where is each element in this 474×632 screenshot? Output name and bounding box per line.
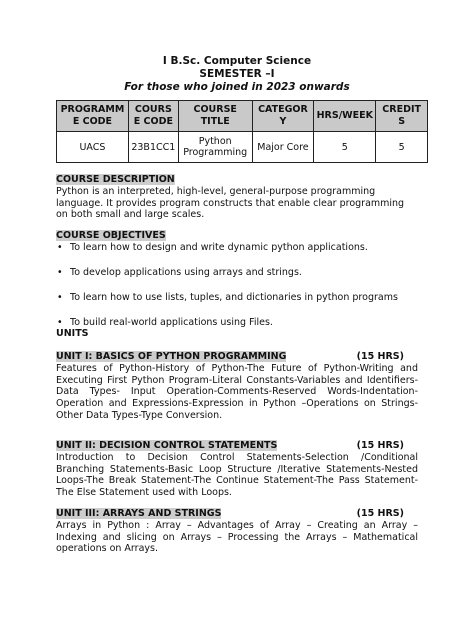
unit-content: Introduction to Decision Control Statements-Selection /Conditional Branching Statements-Basic Loop Structure /Iterative Statements-Nested Loops-The Break Statement-The Continue Statement-The Pass Statement-The Else Statement used with Loops. [56, 451, 418, 499]
header-hrs-week: HRS/WEEK [314, 101, 376, 132]
header-program-code: PROGRAMM E CODE [57, 101, 129, 132]
unit-hours: (15 HRS) [356, 508, 404, 519]
cell-category: Major Core [252, 132, 314, 163]
bullet-icon: • [57, 241, 63, 253]
unit-heading [56, 351, 418, 363]
course-description-section [56, 174, 418, 221]
cell-hrs-week: 5 [314, 132, 376, 163]
unit-heading [56, 440, 418, 452]
objectives-list [56, 242, 418, 329]
program-title: I B.Sc. Computer Science [162, 55, 312, 67]
document-header [0, 55, 474, 94]
list-item: • To learn how to design and write dynamic python applications. [57, 241, 368, 253]
bullet-icon: • [57, 316, 63, 328]
unit-content: Arrays in Python : Array – Advantages of Array – Creating an Array – Indexing and slicing on Arrays – Processing the Arrays – Mathematical operations on Arrays. [56, 519, 418, 555]
unit-title: UNIT I: BASICS OF PYTHON PROGRAMMING [56, 351, 287, 362]
list-item: • To develop applications using arrays and strings. [57, 266, 302, 278]
header-course-code: COURS E CODE [128, 101, 178, 132]
table-header-row [57, 101, 428, 132]
header-credits: CREDIT S [376, 101, 428, 132]
semester-title: SEMESTER –I [199, 68, 275, 80]
units-section [56, 328, 418, 340]
table-row [57, 132, 428, 163]
section-heading: COURSE DESCRIPTION [56, 174, 175, 185]
header-category: CATEGOR Y [252, 101, 314, 132]
applicability-note: For those who joined in 2023 onwards [124, 81, 350, 93]
list-item: • To learn how to use lists, tuples, and dictionaries in python programs [57, 291, 398, 303]
units-heading: UNITS [56, 328, 89, 339]
course-info-table [56, 100, 428, 163]
cell-course-title: Python Programming [178, 132, 252, 163]
cell-course-code: 23B1CC1 [128, 132, 178, 163]
section-heading: COURSE OBJECTIVES [56, 230, 166, 241]
unit-3 [56, 508, 418, 555]
cell-program-code: UACS [57, 132, 129, 163]
header-course-title: COURSE TITLE [178, 101, 252, 132]
unit-heading [56, 508, 418, 520]
unit-hours: (15 HRS) [356, 351, 404, 362]
unit-2 [56, 440, 418, 499]
bullet-icon: • [57, 291, 63, 303]
unit-title: UNIT II: DECISION CONTROL STATEMENTS [56, 440, 278, 451]
cell-credits: 5 [376, 132, 428, 163]
list-item: • To build real-world applications using Files. [57, 316, 273, 328]
course-objectives-section [56, 230, 418, 342]
bullet-icon: • [57, 266, 63, 278]
unit-title: UNIT III: ARRAYS AND STRINGS [56, 508, 222, 519]
unit-1 [56, 351, 418, 422]
unit-hours: (15 HRS) [356, 440, 404, 451]
description-text: Python is an interpreted, high-level, general-purpose programming language. It provides program constructs that enable clear programming on both small and large scales. [56, 185, 405, 221]
unit-content: Features of Python-History of Python-The Future of Python-Writing and Executing First Python Program-Literal Constants-Variables and Identifiers-Data Types- Input Operation-Comments-Reserved Words-Indentation-Operation and Expressions-Expression in Python –Operations on Strings-Other Data Types-Type Conversion. [56, 362, 418, 421]
